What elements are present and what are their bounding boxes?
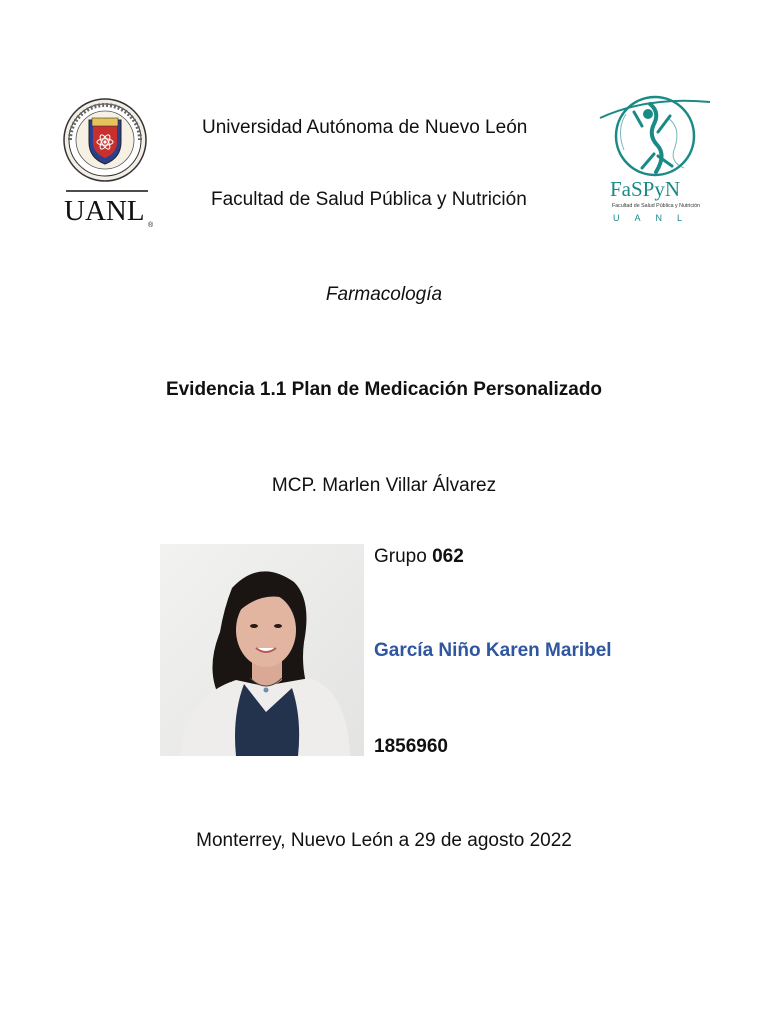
svg-text:®: ®	[148, 222, 154, 229]
faspyn-logo	[598, 92, 712, 224]
student-name: García Niño Karen Maribel	[374, 640, 612, 661]
group-line	[374, 546, 464, 568]
student-id: 1856960	[374, 736, 448, 757]
teacher-name: MCP. Marlen Villar Álvarez	[271, 475, 497, 496]
assignment-title: Evidencia 1.1 Plan de Medicación Personalizado	[165, 379, 603, 400]
svg-text:UANL: UANL	[64, 195, 145, 227]
subject-name: Farmacología	[325, 284, 443, 305]
faspyn-figure-icon	[598, 92, 712, 224]
svg-text:UANL: UANL	[613, 213, 698, 223]
svg-text:Facultad de Salud Pública y Nu: Facultad de Salud Pública y Nutrición	[612, 203, 701, 209]
svg-text:FaSPyN: FaSPyN	[610, 177, 681, 201]
group-number: 062	[432, 546, 464, 567]
uanl-seal-icon	[62, 96, 160, 230]
university-name: Universidad Autónoma de Nuevo León	[202, 117, 528, 138]
group-label: Grupo	[374, 546, 427, 567]
place-date: Monterrey, Nuevo León a 29 de agosto 2022	[196, 830, 572, 851]
uanl-logo	[62, 96, 160, 230]
faculty-name: Facultad de Salud Pública y Nutrición	[211, 189, 527, 210]
student-photo	[160, 544, 364, 756]
